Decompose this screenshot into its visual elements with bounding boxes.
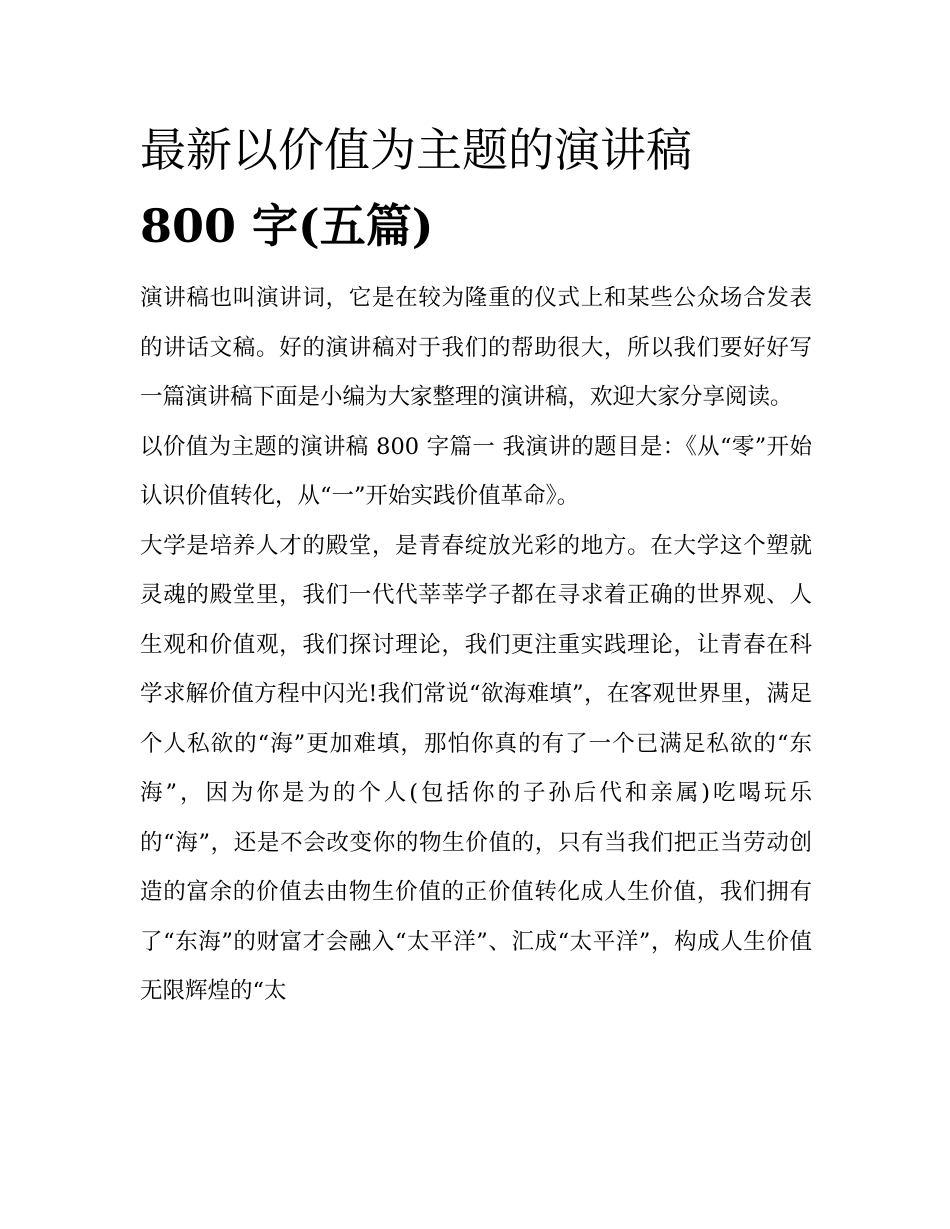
title-line-2: 800 字(五篇) xyxy=(140,199,434,253)
document-title xyxy=(140,112,812,264)
body-paragraph: 大学是培养人才的殿堂，是青春绽放光彩的地方。在大学这个塑就灵魂的殿堂里，我们一代代莘莘学子都在寻求着正确的世界观、人生观和价值观，我们探讨理论，我们更注重实践理论，让青春在科学求解价值方程中闪光!我们常说“欲海难填”，在客观世界里，满足个人私欲的“海”更加难填，那怕你真的有了一个已满足私欲的“东海”，因为你是为的个人(包括你的子孙后代和亲属)吃喝玩乐的“海”，还是不会改变你的物生价值的，只有当我们把正当劳动创造的富余的价值去由物生价值的正价值转化成人生价值，我们拥有了“东海”的财富才会融入“太平洋”、汇成“太平洋”，构成人生价值无限辉煌的“太 xyxy=(140,532,812,1004)
intro-paragraph: 演讲稿也叫演讲词，它是在较为隆重的仪式上和某些公众场合发表的讲话文稿。好的演讲稿对于我们的帮助很大，所以我们要好好写一篇演讲稿下面是小编为大家整理的演讲稿，欢迎大家分享阅读。 xyxy=(140,285,812,410)
document-body xyxy=(140,274,812,1017)
document-page xyxy=(140,112,812,1017)
title-line-1: 最新以价值为主题的演讲稿 xyxy=(140,123,692,177)
speech-heading-paragraph: 以价值为主题的演讲稿 800 字篇一 我演讲的题目是：《从“零”开始认识价值转化，从“一”开始实践价值革命》。 xyxy=(140,433,812,509)
